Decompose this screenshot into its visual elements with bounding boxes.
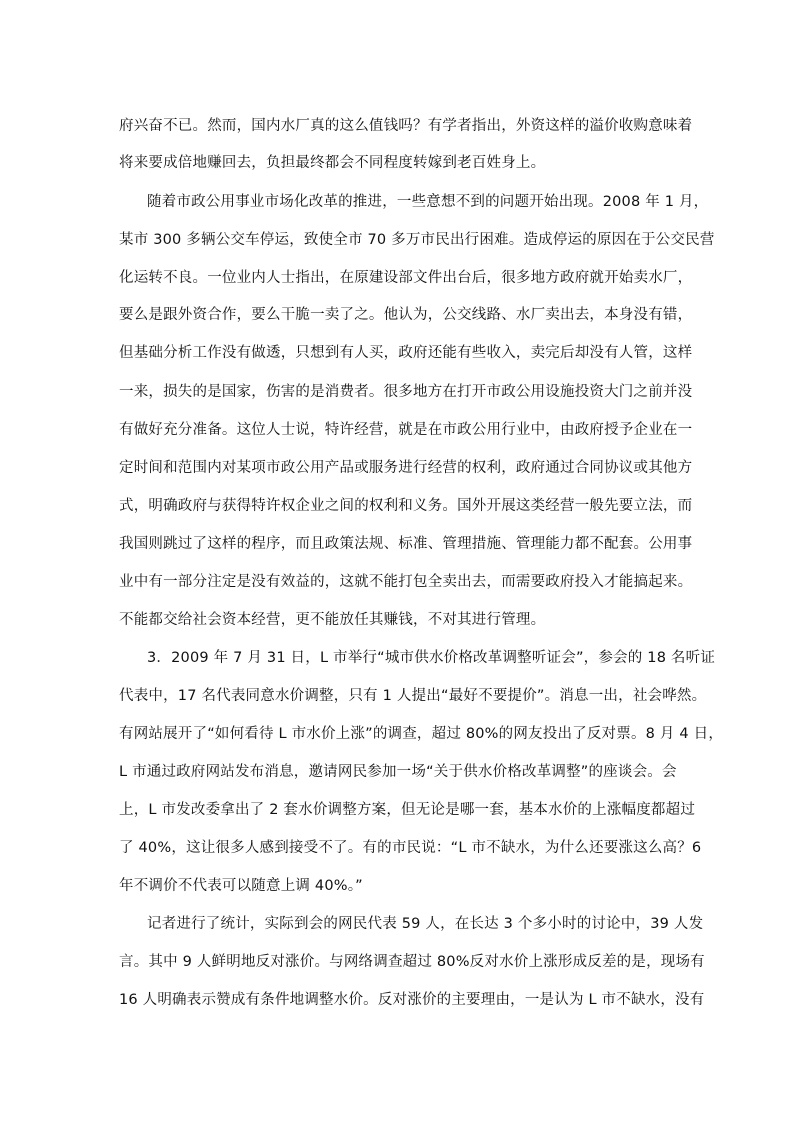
text-line-11: 式，明确政府与获得特许权企业之间的权利和义务。国外开展这类经营一般先要立法，而 [119, 498, 693, 514]
text-line-9: 有做好充分准备。这位人士说，特许经营，就是在市政公用行业中，由政府授予企业在一 [119, 422, 693, 438]
text-line-16: 代表中，17 名代表同意水价调整，只有 1 人提出“最好不要提价”。消息一出，社会哗然。 [119, 688, 707, 704]
text-line-8: 一来，损失的是国家，伤害的是消费者。很多地方在打开市政公用设施投资大门之前并没 [119, 384, 693, 400]
text-line-4: 某市 300 多辆公交车停运，致使全市 70 多万市民出行困难。造成停运的原因在于公交民营 [119, 232, 715, 248]
text-line-1: 府兴奋不已。然而，国内水厂真的这么值钱吗？有学者指出，外资这样的溢价收购意味着 [119, 118, 693, 134]
text-line-21: 年不调价不代表可以随意上调 40%。” [119, 878, 363, 894]
text-line-5: 化运转不良。一位业内人士指出，在原建设部文件出台后，很多地方政府就开始卖水厂， [119, 270, 693, 286]
text-line-18: L 市通过政府网站发布消息，邀请网民参加一场“关于供水价格改革调整”的座谈会。会 [119, 764, 677, 780]
text-line-24: 16 人明确表示赞成有条件地调整水价。反对涨价的主要理由，一是认为 L 市不缺水，没有 [119, 992, 705, 1008]
text-line-19: 上，L 市发改委拿出了 2 套水价调整方案，但无论是哪一套，基本水价的上涨幅度都超过 [119, 802, 696, 818]
text-line-6: 要么是跟外资合作，要么干脆一卖了之。他认为，公交线路、水厂卖出去，本身没有错， [119, 307, 693, 323]
text-line-22: 记者进行了统计，实际到会的网民代表 59 人，在长达 3 个多小时的讨论中，39 人发 [147, 916, 704, 932]
text-line-3: 随着市政公用事业市场化改革的推进，一些意想不到的问题开始出现。2008 年 1 月， [147, 194, 709, 210]
text-line-17: 有网站展开了“如何看待 L 市水价上涨”的调查，超过 80%的网友投出了反对票。8 月 4 日， [119, 726, 724, 742]
text-line-23: 言。其中 9 人鲜明地反对涨价。与网络调查超过 80%反对水价上涨形成反差的是，现场有 [119, 954, 705, 970]
text-line-7: 但基础分析工作没有做透，只想到有人买，政府还能有些收入，卖完后却没有人管，这样 [119, 345, 693, 361]
text-line-2: 将来要成倍地赚回去，负担最终都会不同程度转嫁到老百姓身上。 [119, 155, 546, 171]
text-line-13: 业中有一部分注定是没有效益的，这就不能打包全卖出去，而需要政府投入才能搞起来。 [119, 574, 693, 590]
text-line-10: 定时间和范围内对某项市政公用产品或服务进行经营的权利，政府通过合同协议或其他方 [119, 460, 693, 476]
text-line-20: 了 40%，这让很多人感到接受不了。有的市民说：“L 市不缺水，为什么还要涨这么高？6 [119, 840, 702, 856]
text-line-15: 3．2009 年 7 月 31 日，L 市举行“城市供水价格改革调整听证会”，参会的 18 名听证 [147, 650, 716, 666]
text-line-12: 我国则跳过了这样的程序，而且政策法规、标准、管理措施、管理能力都不配套。公用事 [119, 536, 693, 552]
text-line-14: 不能都交给社会资本经营，更不能放任其赚钱，不对其进行管理。 [119, 612, 546, 628]
